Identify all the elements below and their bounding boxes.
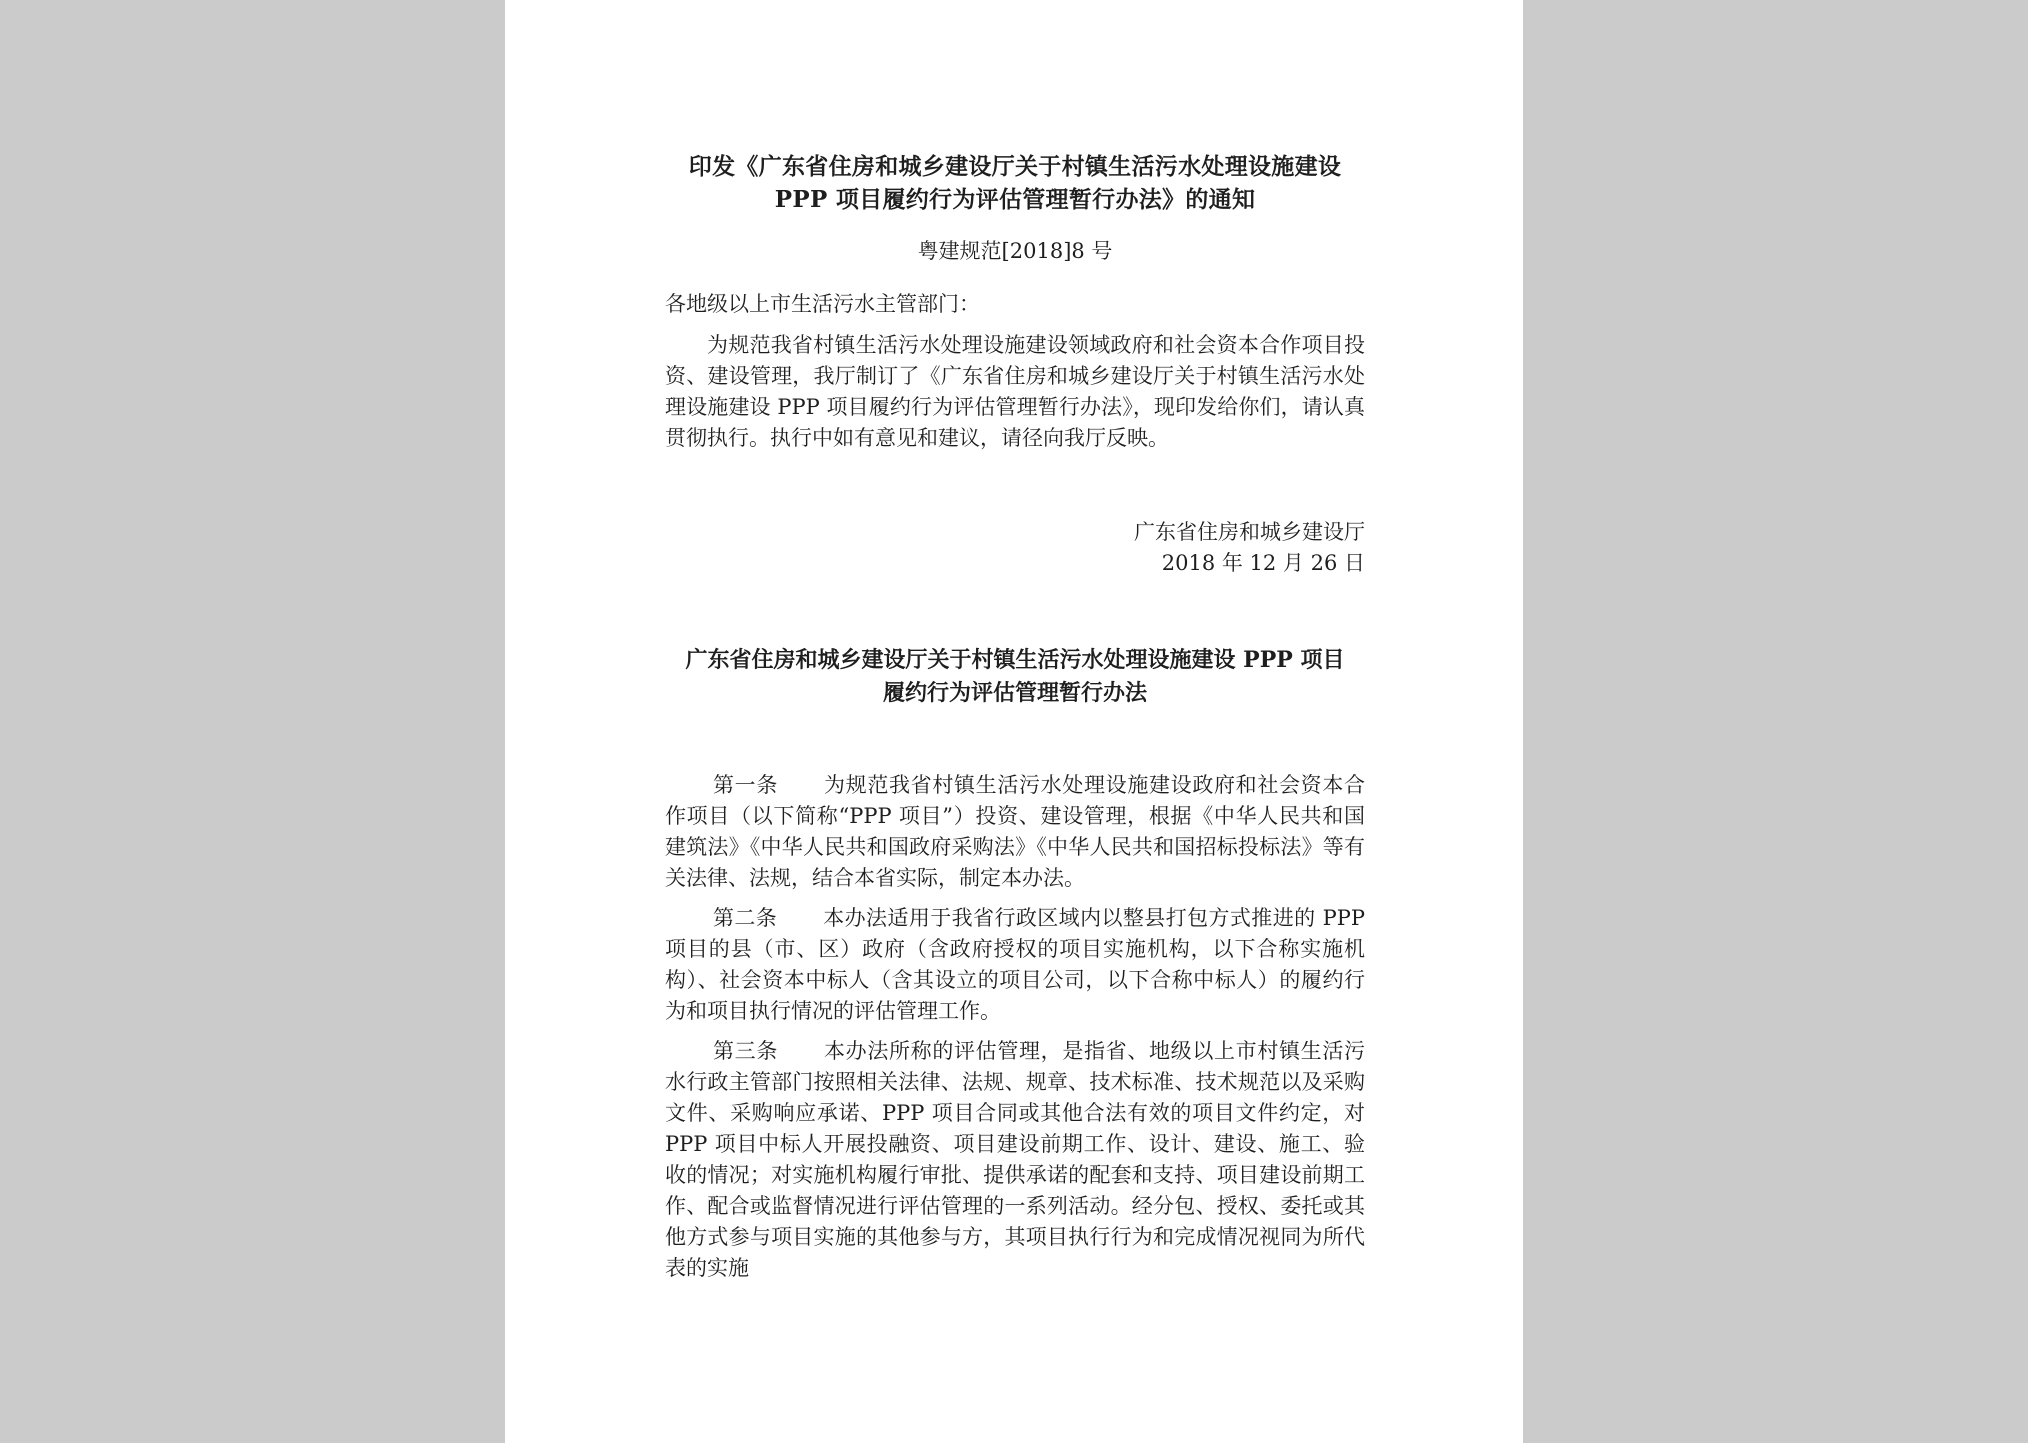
article-1-text: 为规范我省村镇生活污水处理设施建设政府和社会资本合作项目（以下简称“PPP 项目”）投资、建设管理，根据《中华人民共和国建筑法》《中华人民共和国政府采购法》《中华人民共和国招标投标法》等有关法律、法规，结合本省实际，制定本办法。: [665, 773, 1365, 890]
issuer-name: 广东省住房和城乡建设厅: [1134, 520, 1365, 544]
measures-title-line-1: 广东省住房和城乡建设厅关于村镇生活污水处理设施建设 PPP 项目: [685, 647, 1345, 673]
notice-title: [665, 150, 1365, 216]
article-2-heading: 第二条: [713, 906, 778, 930]
document-number: 粤建规范[2018]8 号: [917, 239, 1113, 263]
notice-body: 为规范我省村镇生活污水处理设施建设领域政府和社会资本合作项目投资、建设管理，我厅制订了《广东省住房和城乡建设厅关于村镇生活污水处理设施建设 PPP 项目履约行为评估管理暂行办法》，现印发给你们，请认真贯彻执行。执行中如有意见和建议，请径向我厅反映。: [665, 333, 1365, 450]
article-3: [665, 1036, 1365, 1284]
measures-title-line-2: 履约行为评估管理暂行办法: [882, 680, 1147, 706]
document-page: [505, 0, 1523, 1443]
issuer-block: [1134, 517, 1365, 579]
article-3-text: 本办法所称的评估管理，是指省、地级以上市村镇生活污水行政主管部门按照相关法律、法规、规章、技术标准、技术规范以及采购文件、采购响应承诺、PPP 项目合同或其他合法有效的项目文件约定，对 PPP 项目中标人开展投融资、项目建设前期工作、设计、建设、施工、验收的情况；对实施机构履行审批、提供承诺的配套和支持、项目建设前期工作、配合或监督情况进行评估管理的一系列活动。经分包、授权、委托或其他方式参与项目实施的其他参与方，其项目执行行为和完成情况视同为所代表的实施: [665, 1039, 1365, 1280]
article-2-text: 本办法适用于我省行政区域内以整县打包方式推进的 PPP 项目的县（市、区）政府（含政府授权的项目实施机构，以下合称实施机构）、社会资本中标人（含其设立的项目公司，以下合称中标人）的履约行为和项目执行情况的评估管理工作。: [665, 906, 1365, 1023]
notice-title-line-1: 印发《广东省住房和城乡建设厅关于村镇生活污水处理设施建设: [688, 153, 1342, 180]
salutation: 各地级以上市生活污水主管部门：: [665, 292, 980, 316]
issue-date: 2018 年 12 月 26 日: [1161, 551, 1365, 575]
measures-title: [665, 644, 1365, 710]
notice-title-line-2: PPP 项目履约行为评估管理暂行办法》的通知: [774, 186, 1256, 213]
article-1-heading: 第一条: [713, 773, 778, 797]
article-2: [665, 903, 1365, 1027]
article-3-heading: 第三条: [713, 1039, 778, 1063]
articles-list: [665, 770, 1365, 1293]
article-1: [665, 770, 1365, 894]
